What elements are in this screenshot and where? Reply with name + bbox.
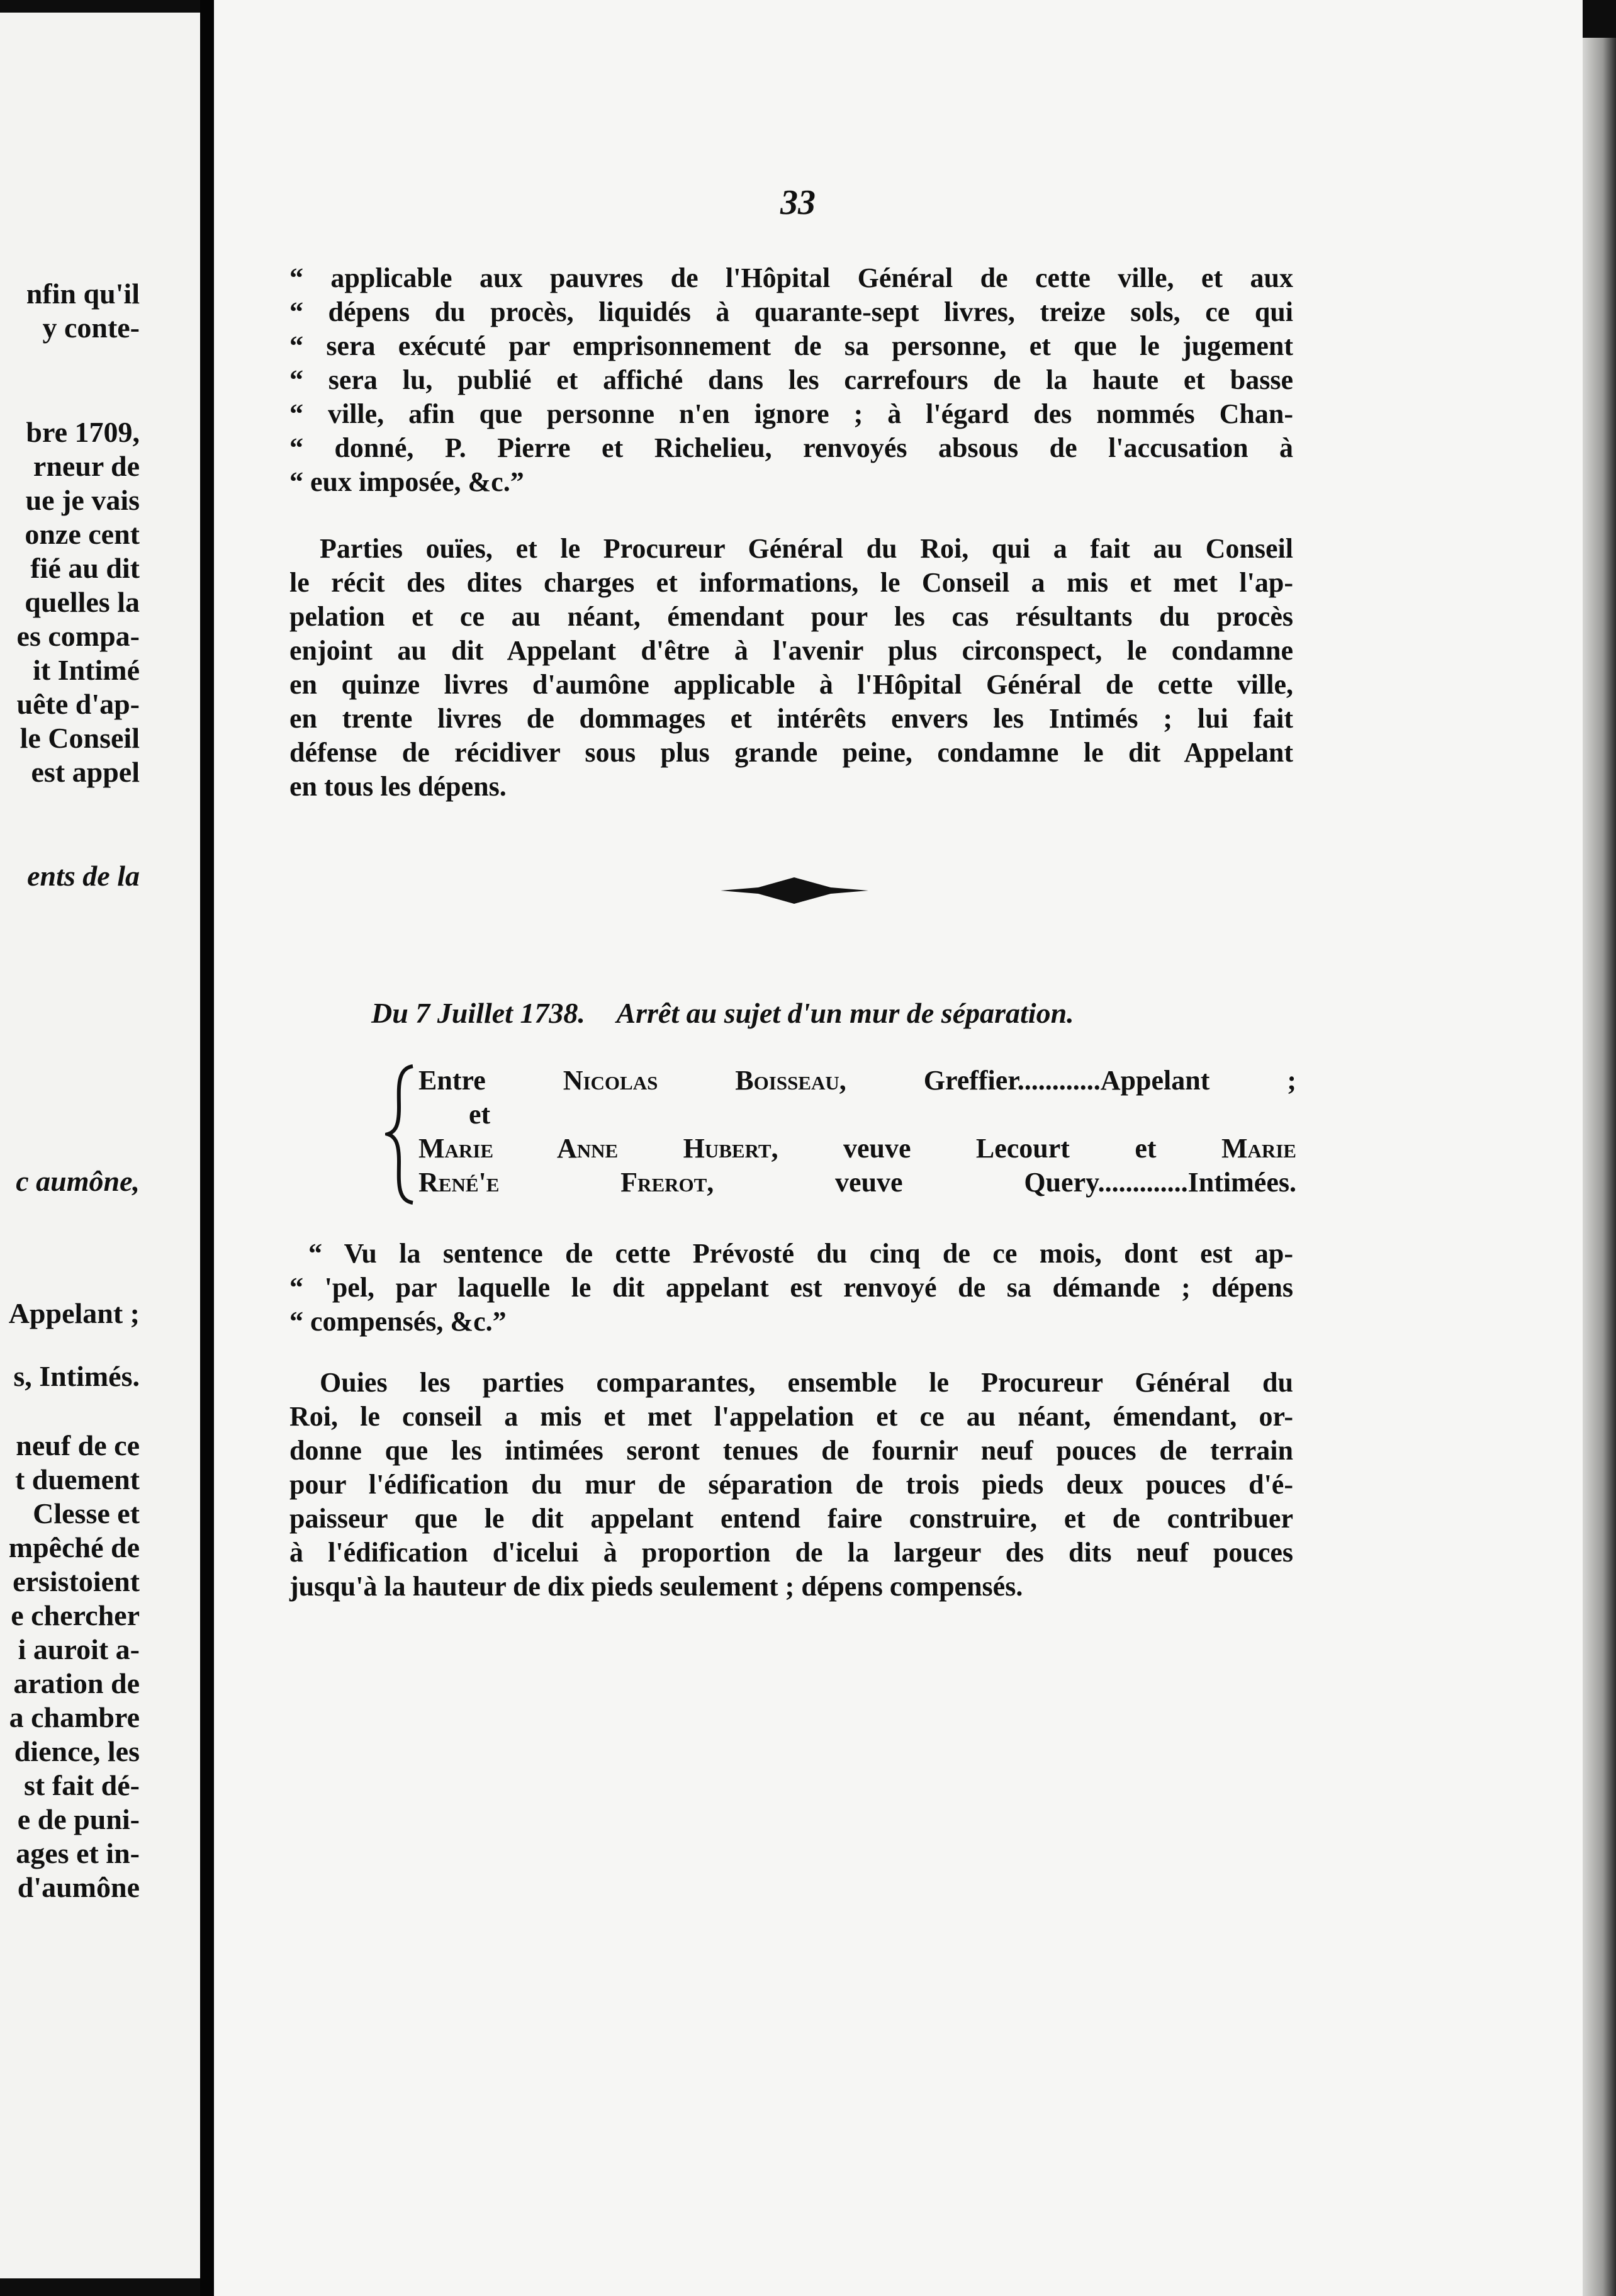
parties-block <box>418 1064 1296 1200</box>
left-page-fragment: onze cent <box>25 518 140 550</box>
quote-line: “ compensés, &c.” <box>289 1306 507 1337</box>
left-page-fragment: neuf de ce <box>16 1429 140 1461</box>
decision-line: enjoint au dit Appelant d'être à l'avenir plus circonspect, le condamne <box>289 635 1293 666</box>
page-edge <box>1583 38 1616 2296</box>
quote-line: “ dépens du procès, liquidés à quarante-sept livres, treize sols, ce qui <box>289 296 1293 327</box>
left-page-fragment: e chercher <box>11 1599 140 1631</box>
heading-title: Arrêt au sujet d'un mur de séparation. <box>616 997 1074 1029</box>
left-page-fragment: t duement <box>14 1463 140 1495</box>
left-page-fragment: ue je vais <box>25 484 140 516</box>
left-page-fragment: s, Intimés. <box>13 1360 140 1392</box>
left-page-fragment: d'aumône <box>17 1871 140 1903</box>
left-page-fragment: c aumône, <box>16 1165 140 1197</box>
decision-line: donne que les intimées seront tenues de fournir neuf pouces de terrain <box>289 1435 1293 1466</box>
left-page-fragment: es compa- <box>16 620 140 652</box>
respondent-line-2 <box>418 1166 1296 1200</box>
decision-line: pelation et ce au néant, émendant pour les cas résultants du procès <box>289 601 1293 632</box>
ornament-divider <box>721 875 868 906</box>
left-page-fragment: fié au dit <box>30 552 140 584</box>
left-page-fragment: nfin qu'il <box>26 278 140 310</box>
left-page-fragment: ages et in- <box>16 1837 140 1869</box>
left-page-fragment: Clesse et <box>33 1497 140 1529</box>
decision-line: en trente livres de dommages et intérêts envers les Intimés ; lui fait <box>289 703 1293 734</box>
appellant-line <box>418 1064 1296 1098</box>
left-page-fragment: i auroit a- <box>18 1633 140 1665</box>
decision-line: pour l'édification du mur de séparation de trois pieds deux pouces d'é- <box>289 1469 1293 1500</box>
first-decision-block <box>289 532 1293 804</box>
left-page-fragment: est appel <box>31 756 140 788</box>
brace-icon <box>385 1064 417 1205</box>
et-conjunction: et <box>469 1099 491 1130</box>
quote-line: “ sera exécuté par emprisonnement de sa personne, et que le jugement <box>289 330 1293 361</box>
left-page-fragment: bre 1709, <box>26 416 140 448</box>
left-page-fragment: rneur de <box>33 450 140 482</box>
respondent-name: René'e Frerot <box>418 1167 707 1198</box>
quote-line: “ donné, P. Pierre et Richelieu, renvoyés absous de l'accusation à <box>289 432 1293 463</box>
book-gutter <box>200 0 214 2296</box>
appellant-name: Nicolas Boisseau <box>563 1065 839 1096</box>
decision-line: le récit des dites charges et informations, le Conseil a mis et met l'ap- <box>289 567 1293 598</box>
respondent-suffix: , veuve Lecourt et <box>771 1133 1221 1164</box>
left-page-fragment: y conte- <box>42 312 140 344</box>
left-page-fragment: uête d'ap- <box>16 688 140 720</box>
left-page-fragment: le Conseil <box>20 722 140 754</box>
second-decision-block <box>289 1366 1293 1604</box>
left-page-fragment: dience, les <box>14 1735 140 1767</box>
section-heading <box>371 996 1074 1030</box>
respondent-name: Marie <box>1221 1133 1296 1164</box>
left-page-fragment: it Intimé <box>33 654 140 686</box>
left-page-fragment: aration de <box>13 1667 140 1699</box>
left-page-fragment: e de puni- <box>17 1803 140 1835</box>
decision-line: paisseur que le dit appelant entend faire construire, et de contribuer <box>289 1503 1293 1534</box>
left-page-fragment: a chambre <box>9 1701 140 1733</box>
decision-line: jusqu'à la hauteur de dix pieds seulement ; dépens compensés. <box>289 1571 1023 1602</box>
quote-line: “ 'pel, par laquelle le dit appelant est renvoyé de sa démande ; dépens <box>289 1272 1293 1303</box>
left-facing-page <box>0 13 200 2278</box>
page-number: 33 <box>780 183 816 222</box>
decision-line: Roi, le conseil a mis et met l'appelation et ce au néant, émendant, or- <box>289 1401 1293 1432</box>
left-page-fragment: mpêché de <box>8 1531 140 1563</box>
left-page-fragment: ents de la <box>27 860 140 892</box>
left-page-fragment: quelles la <box>25 586 140 618</box>
heading-date: Du 7 Juillet 1738. <box>371 997 585 1029</box>
decision-line: Parties ouïes, et le Procureur Général du Roi, qui a fait au Conseil <box>320 533 1293 564</box>
second-quote-block <box>289 1237 1293 1339</box>
left-page-fragment: ersistoient <box>13 1565 140 1597</box>
decision-line: Ouies les parties comparantes, ensemble le Procureur Général du <box>320 1367 1293 1398</box>
decision-line: en tous les dépens. <box>289 771 507 802</box>
quote-line: “ Vu la sentence de cette Prévosté du cinq de ce mois, dont est ap- <box>308 1238 1293 1269</box>
left-page-fragment: Appelant ; <box>8 1297 140 1329</box>
decision-line: à l'édification d'icelui à proportion de la largeur des dits neuf pouces <box>289 1537 1293 1568</box>
decision-line: défense de récidiver sous plus grande peine, condamne le dit Appelant <box>289 737 1293 768</box>
quote-line: “ eux imposée, &c.” <box>289 466 524 497</box>
appellant-suffix: , Greffier............Appelant ; <box>839 1065 1296 1096</box>
respondent-name: Marie Anne Hubert <box>418 1133 772 1164</box>
respondent-suffix: , veuve Query.............Intimées. <box>707 1167 1296 1198</box>
left-page-fragment: st fait dé- <box>24 1769 140 1801</box>
quote-line: “ applicable aux pauvres de l'Hôpital Général de cette ville, et aux <box>289 262 1293 293</box>
appellant-prefix: Entre <box>418 1065 563 1096</box>
quote-line: “ sera lu, publié et affiché dans les carrefours de la haute et basse <box>289 364 1293 395</box>
decision-line: en quinze livres d'aumône applicable à l'Hôpital Général de cette ville, <box>289 669 1293 700</box>
quote-line: “ ville, afin que personne n'en ignore ; à l'égard des nommés Chan- <box>289 398 1293 429</box>
respondent-line-1 <box>418 1132 1296 1166</box>
first-quote-block <box>289 261 1293 499</box>
